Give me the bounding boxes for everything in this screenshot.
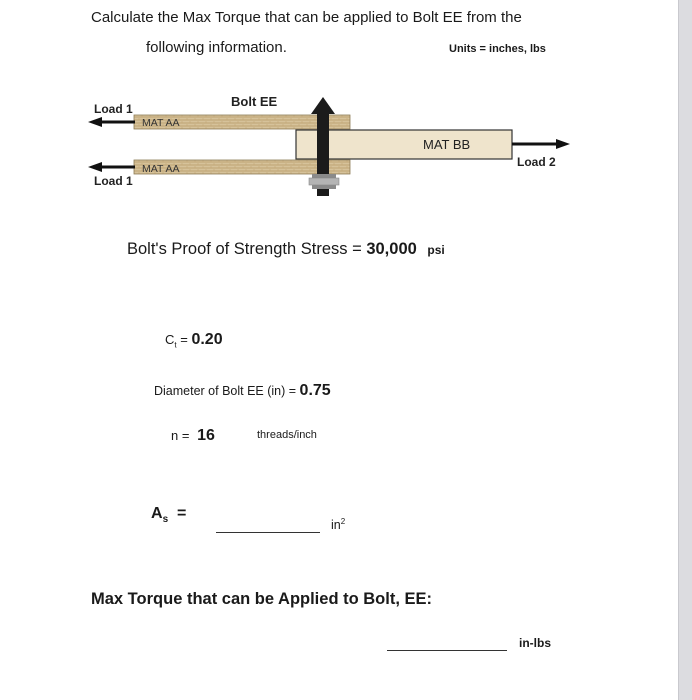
- mat-aa-bottom-label: MAT AA: [142, 163, 180, 175]
- load-1-bottom-label: Load 1: [94, 174, 133, 188]
- proof-strength-label: Bolt's Proof of Strength Stress =: [127, 240, 362, 258]
- stress-area-answer-blank[interactable]: [216, 532, 320, 533]
- threads-unit: threads/inch: [257, 429, 317, 441]
- diameter-row: [154, 382, 331, 400]
- ct-subscript: t: [174, 340, 177, 350]
- load-2-arrow: [512, 139, 570, 149]
- threads-value: 16: [197, 427, 215, 444]
- mat-bb-label: MAT BB: [423, 137, 471, 152]
- diameter-value: 0.75: [299, 382, 331, 399]
- ct-row: [165, 331, 223, 350]
- stress-area-equals: =: [168, 505, 187, 522]
- threads-label: n =: [171, 428, 190, 443]
- stress-area-unit-exponent: 2: [340, 517, 346, 526]
- bolt-label: Bolt EE: [231, 94, 278, 109]
- stress-area-unit: [331, 517, 345, 532]
- stress-area-label: [151, 505, 186, 525]
- diameter-label: Diameter of Bolt EE (in) =: [154, 384, 300, 398]
- stress-area-symbol: A: [151, 505, 163, 522]
- load-2-label: Load 2: [517, 155, 556, 169]
- load-1-top-label: Load 1: [94, 102, 133, 116]
- stress-area-unit-base: in: [331, 518, 341, 533]
- ct-label: C: [165, 332, 175, 347]
- load-1-bottom-arrow: [88, 162, 135, 172]
- load-1-top-arrow: [88, 117, 135, 127]
- bolt-joint-diagram: [80, 88, 580, 200]
- proof-strength-row: [127, 240, 445, 259]
- max-torque-label: Max Torque that can be Applied to Bolt, EE:: [91, 590, 433, 608]
- units-note: Units = inches, lbs: [449, 43, 546, 55]
- proof-strength-value: 30,000: [366, 240, 417, 258]
- ct-equals: =: [176, 332, 192, 347]
- mat-aa-top-label: MAT AA: [142, 117, 180, 129]
- question-line-2: following information.: [146, 39, 287, 56]
- max-torque-unit: in-lbs: [519, 636, 551, 650]
- proof-strength-unit: psi: [427, 243, 445, 257]
- ct-value: 0.20: [191, 331, 223, 348]
- max-torque-answer-blank[interactable]: [387, 650, 507, 651]
- stress-area-subscript: s: [162, 514, 169, 526]
- threads-row: [171, 427, 215, 445]
- page-edge: [678, 0, 692, 700]
- question-line-1: Calculate the Max Torque that can be applied to Bolt EE from the: [91, 9, 522, 26]
